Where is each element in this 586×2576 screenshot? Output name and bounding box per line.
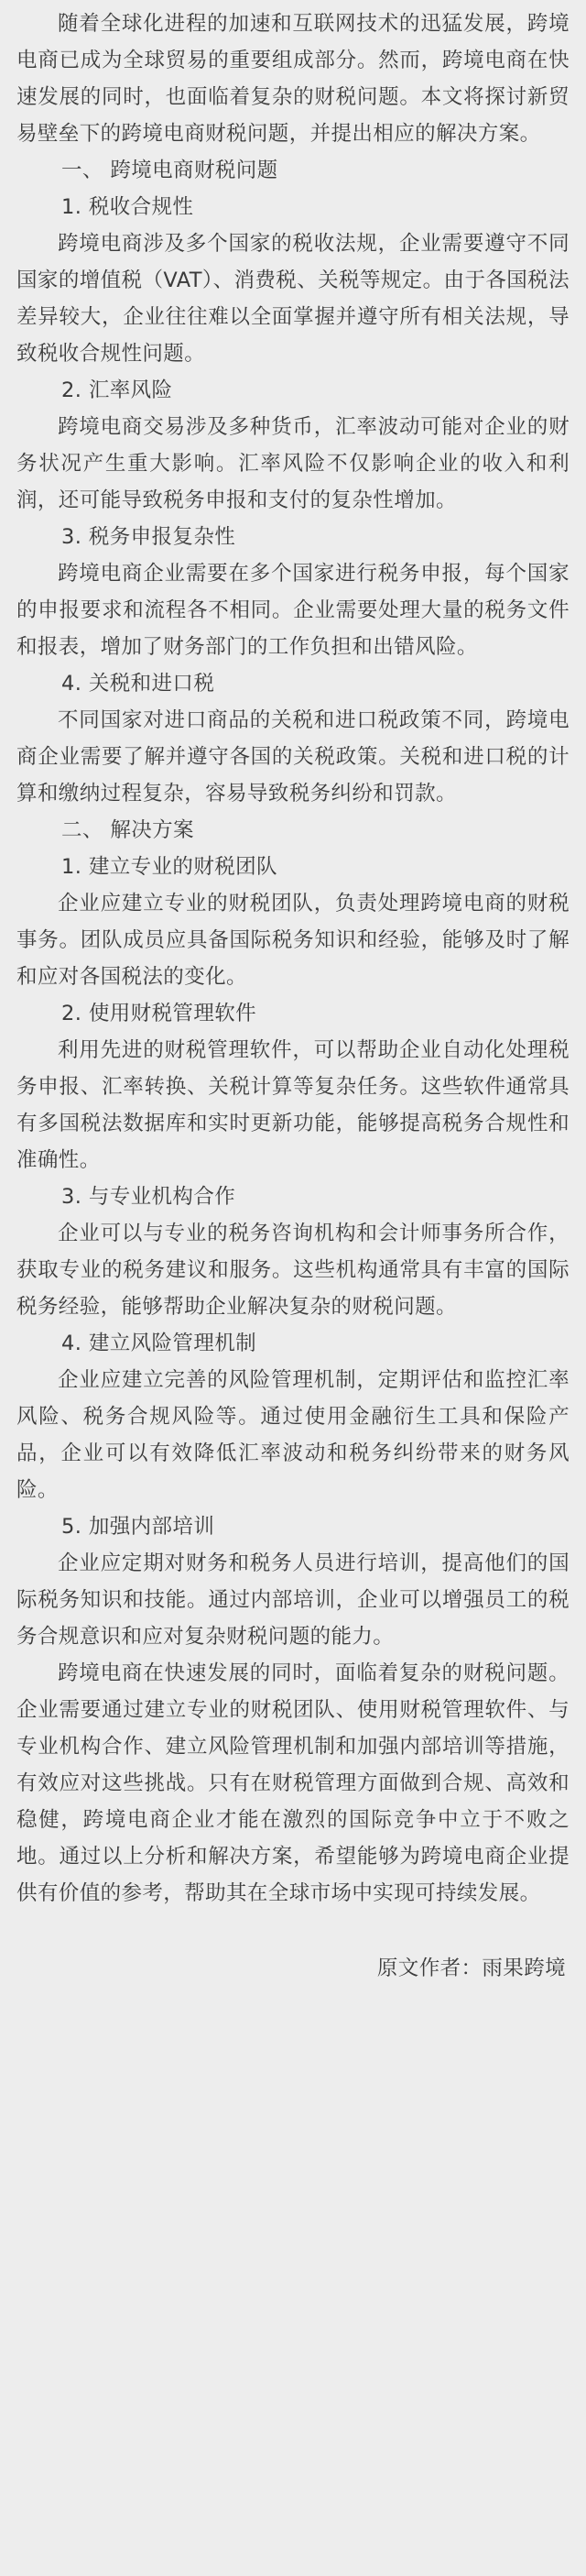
subheading-training: 5. 加强内部培训 — [61, 1515, 215, 1539]
subheading-exchange-risk: 2. 汇率风险 — [61, 378, 173, 402]
subheading-tax-software: 2. 使用财税管理软件 — [61, 1002, 257, 1025]
paragraph-partners: 企业可以与专业的税务咨询机构和会计师事务所合作，获取专业的税务建议和服务。这些机构通常具有丰富的国际税务经验，能够帮助企业解决复杂的财税问题。 — [16, 1222, 570, 1319]
paragraph-exchange-risk: 跨境电商交易涉及多种货币，汇率波动可能对企业的财务状况产生重大影响。汇率风险不仅影响企业的收入和利润，还可能导致税务申报和支付的复杂性增加。 — [16, 415, 570, 512]
paragraph-tax-software: 利用先进的财税管理软件，可以帮助企业自动化处理税务申报、汇率转换、关税计算等复杂任务。这些软件通常具有多国税法数据库和实时更新功能，能够提高税务合规性和准确性。 — [16, 1038, 570, 1172]
conclusion-paragraph: 跨境电商在快速发展的同时，面临着复杂的财税问题。企业需要通过建立专业的财税团队、使用财税管理软件、与专业机构合作、建立风险管理机制和加强内部培训等措施，有效应对这些挑战。只有在财税管理方面做到合规、高效和稳健，跨境电商企业才能在激烈的国际竞争中立于不败之地。通过以上分析和解决方案，希望能够为跨境电商企业提供有价值的参考，帮助其在全球市场中实现可持续发展。 — [16, 1661, 570, 1905]
subheading-tax-team: 1. 建立专业的财税团队 — [61, 855, 277, 879]
paragraph-tariffs: 不同国家对进口商品的关税和进口税政策不同，跨境电商企业需要了解并遵守各国的关税政策。关税和进口税的计算和缴纳过程复杂，容易导致税务纠纷和罚款。 — [16, 708, 570, 806]
subheading-tariffs: 4. 关税和进口税 — [61, 672, 215, 696]
paragraph-tax-filing: 跨境电商企业需要在多个国家进行税务申报，每个国家的申报要求和流程各不相同。企业需要处理大量的税务文件和报表，增加了财务部门的工作负担和出错风险。 — [16, 562, 570, 659]
paragraph-risk-management: 企业应建立完善的风险管理机制，定期评估和监控汇率风险、税务合规风险等。通过使用金融衍生工具和保险产品，企业可以有效降低汇率波动和税务纠纷带来的财务风险。 — [16, 1368, 570, 1502]
spacer — [16, 1912, 570, 1950]
intro-paragraph: 随着全球化进程的加速和互联网技术的迅猛发展，跨境电商已成为全球贸易的重要组成部分。然而，跨境电商在快速发展的同时，也面临着复杂的财税问题。本文将探讨新贸易壁垒下的跨境电商财税问题，并提出相应的解决方案。 — [16, 12, 570, 146]
paragraph-training: 企业应定期对财务和税务人员进行培训，提高他们的国际税务知识和技能。通过内部培训，企业可以增强员工的税务合规意识和应对复杂财税问题的能力。 — [16, 1551, 570, 1649]
section-heading-solutions: 二、 解决方案 — [61, 818, 194, 842]
subheading-tax-filing: 3. 税务申报复杂性 — [61, 525, 236, 549]
subheading-risk-management: 4. 建立风险管理机制 — [61, 1332, 257, 1355]
section-heading-problems: 一、 跨境电商财税问题 — [61, 159, 278, 182]
paragraph-tax-team: 企业应建立专业的财税团队，负责处理跨境电商的财税事务。团队成员应具备国际税务知识和经验，能够及时了解和应对各国税法的变化。 — [16, 892, 570, 989]
subheading-partners: 3. 与专业机构合作 — [61, 1185, 236, 1209]
paragraph-tax-compliance: 跨境电商涉及多个国家的税收法规，企业需要遵守不同国家的增值税（VAT）、消费税、关税等规定。由于各国税法差异较大，企业往往难以全面掌握并遵守所有相关法规，导致税收合规性问题。 — [16, 232, 570, 366]
subheading-tax-compliance: 1. 税收合规性 — [61, 195, 194, 219]
author-credit: 原文作者：雨果跨境 — [376, 1957, 566, 1980]
